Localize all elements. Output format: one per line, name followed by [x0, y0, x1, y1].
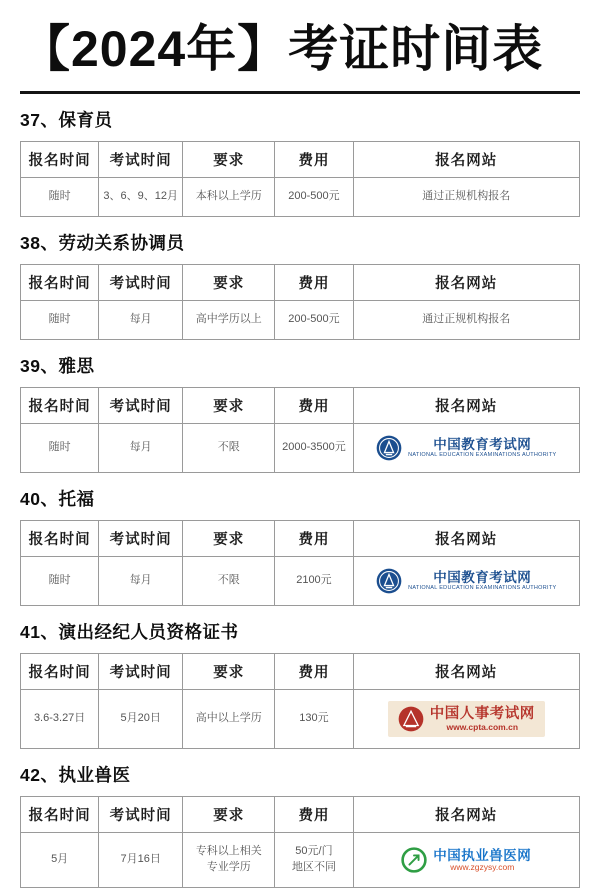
vet-emblem-icon [401, 847, 427, 873]
table-header-row [21, 520, 580, 556]
section-heading: 38、劳动关系协调员 [20, 232, 185, 253]
column-header: 报名时间 [21, 520, 99, 556]
neea-logo-name: 中国教育考试网 [433, 569, 532, 585]
table-header-row [21, 653, 580, 689]
cell-fee: 200-500元 [275, 178, 353, 217]
neea-logo-name: 中国教育考试网 [433, 436, 532, 452]
neea-logo [376, 568, 556, 594]
cell-signup: 随时 [21, 178, 99, 217]
cell-exam: 7月16日 [99, 833, 183, 888]
table-header-row [21, 387, 580, 423]
cpta-logo-subtext: www.cpta.com.cn [446, 721, 519, 732]
column-header: 考试时间 [99, 653, 183, 689]
cell-signup: 3.6-3.27日 [21, 689, 99, 748]
sections [20, 107, 580, 888]
section [20, 353, 580, 473]
vet-logo [401, 847, 531, 873]
table-row [21, 556, 580, 605]
column-header: 要求 [183, 387, 275, 423]
table-row [21, 833, 580, 888]
table-row [21, 689, 580, 748]
cell-website [353, 556, 579, 605]
column-header: 考试时间 [99, 797, 183, 833]
cell-fee: 50元/门 地区不同 [275, 833, 353, 888]
schedule-table [20, 264, 580, 340]
cell-requirement: 本科以上学历 [183, 178, 275, 217]
column-header: 报名网站 [353, 797, 579, 833]
column-header: 费用 [275, 387, 353, 423]
cell-signup: 5月 [21, 833, 99, 888]
neea-logo-subtext: NATIONAL EDUCATION EXAMINATIONS AUTHORITY [408, 585, 557, 592]
column-header: 报名网站 [353, 142, 579, 178]
cell-signup: 随时 [21, 423, 99, 472]
column-header: 考试时间 [99, 520, 183, 556]
schedule-table [20, 141, 580, 217]
column-header: 报名时间 [21, 653, 99, 689]
cpta-logo-name: 中国人事考试网 [429, 705, 535, 722]
column-header: 费用 [275, 520, 353, 556]
cell-signup: 随时 [21, 300, 99, 339]
section-heading: 42、执业兽医 [20, 765, 131, 786]
page-title: 【2024年】考证时间表 [20, 21, 544, 77]
cell-exam: 每月 [99, 300, 183, 339]
column-header: 费用 [275, 142, 353, 178]
cpta-logo [388, 701, 545, 737]
neea-logo [376, 435, 556, 461]
column-header: 报名网站 [353, 264, 579, 300]
column-header: 要求 [183, 520, 275, 556]
cpta-emblem-icon [398, 706, 424, 732]
cell-website [353, 423, 579, 472]
column-header: 费用 [275, 264, 353, 300]
column-header: 要求 [183, 264, 275, 300]
section-heading: 37、保育员 [20, 110, 113, 130]
section [20, 486, 580, 606]
section [20, 762, 580, 888]
section-heading: 40、托福 [20, 488, 95, 509]
column-header: 报名网站 [353, 653, 579, 689]
schedule-table [20, 796, 580, 888]
column-header: 报名时间 [21, 264, 99, 300]
section [20, 230, 580, 340]
column-header: 报名网站 [353, 387, 579, 423]
cell-requirement: 专科以上相关 专业学历 [183, 833, 275, 888]
table-header-row [21, 797, 580, 833]
cell-fee: 2100元 [275, 556, 353, 605]
column-header: 要求 [183, 797, 275, 833]
neea-emblem-icon [376, 568, 402, 594]
cell-requirement: 不限 [183, 556, 275, 605]
cell-website: 通过正规机构报名 [353, 300, 579, 339]
table-row [21, 423, 580, 472]
section-heading: 39、雅思 [20, 355, 95, 376]
title-divider [20, 91, 580, 94]
cell-requirement: 高中以上学历 [183, 689, 275, 748]
table-row [21, 178, 580, 217]
cell-signup: 随时 [21, 556, 99, 605]
cell-exam: 每月 [99, 423, 183, 472]
table-row [21, 300, 580, 339]
cell-exam: 5月20日 [99, 689, 183, 748]
vet-logo-name: 中国执业兽医网 [433, 847, 532, 863]
schedule-table [20, 387, 580, 473]
column-header: 报名时间 [21, 387, 99, 423]
column-header: 考试时间 [99, 387, 183, 423]
column-header: 要求 [183, 142, 275, 178]
vet-logo-subtext: www.zgzysy.com [450, 862, 515, 873]
cell-exam: 每月 [99, 556, 183, 605]
column-header: 考试时间 [99, 264, 183, 300]
section [20, 107, 580, 217]
column-header: 报名网站 [353, 520, 579, 556]
column-header: 要求 [183, 653, 275, 689]
cell-fee: 130元 [275, 689, 353, 748]
column-header: 报名时间 [21, 797, 99, 833]
cell-requirement: 高中学历以上 [183, 300, 275, 339]
schedule-table [20, 520, 580, 606]
cell-website: 通过正规机构报名 [353, 178, 579, 217]
section-heading: 41、演出经纪人员资格证书 [20, 621, 239, 642]
section [20, 619, 580, 749]
neea-logo-subtext: NATIONAL EDUCATION EXAMINATIONS AUTHORITY [408, 452, 557, 459]
cell-requirement: 不限 [183, 423, 275, 472]
cell-fee: 2000-3500元 [275, 423, 353, 472]
column-header: 报名时间 [21, 142, 99, 178]
schedule-table [20, 653, 580, 749]
neea-emblem-icon [376, 435, 402, 461]
cell-website [353, 689, 579, 748]
table-header-row [21, 142, 580, 178]
cell-exam: 3、6、9、12月 [99, 178, 183, 217]
column-header: 费用 [275, 797, 353, 833]
cell-fee: 200-500元 [275, 300, 353, 339]
table-header-row [21, 264, 580, 300]
column-header: 费用 [275, 653, 353, 689]
column-header: 考试时间 [99, 142, 183, 178]
cell-website [353, 833, 579, 888]
